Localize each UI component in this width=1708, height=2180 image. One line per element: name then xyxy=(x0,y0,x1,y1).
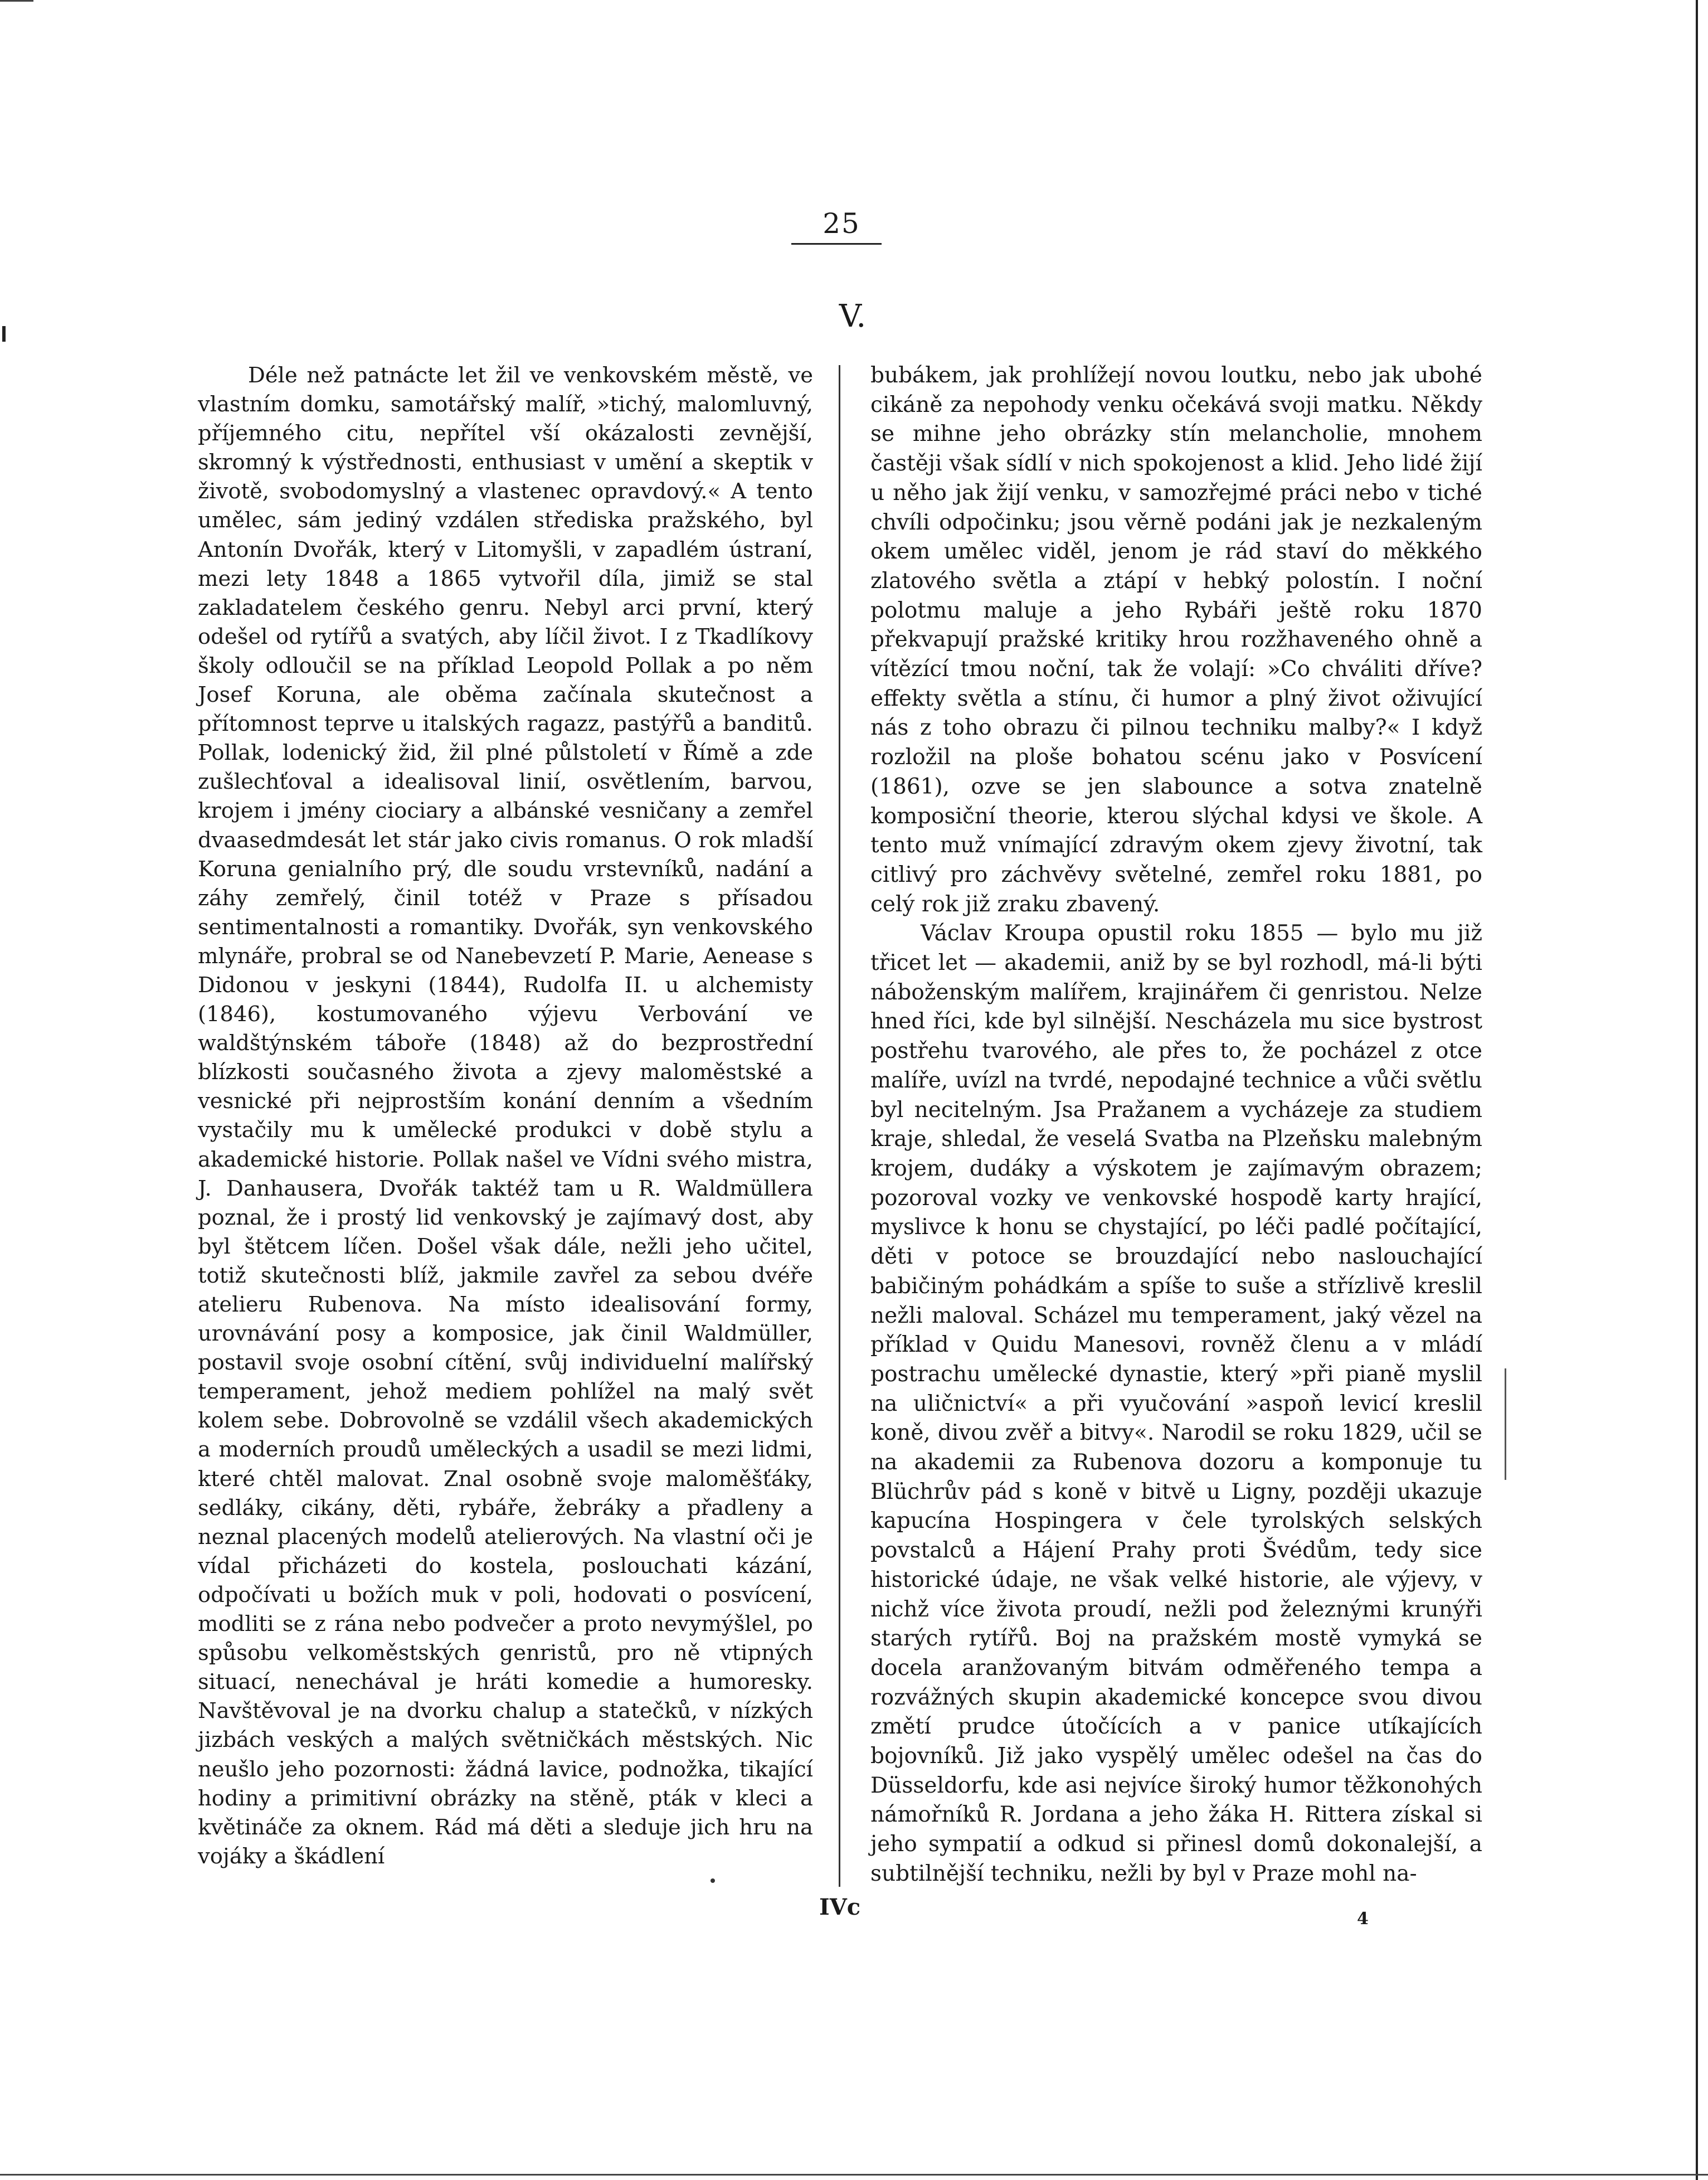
scan-edge-bottom xyxy=(0,2174,1708,2176)
scan-edge-top xyxy=(0,0,33,2)
page-number-rule xyxy=(791,243,882,245)
chapter-heading: V. xyxy=(839,298,867,334)
page-number: 25 xyxy=(823,207,860,240)
left-paragraph-1: Déle než patnácte let žil ve venkovském městě, ve vlastním domku, samotářský malíř, »tichý, malomluvný, příjemného citu, nepřítel vší okázalosti zevnější, skromný k výstřednosti, enthusiast v umění a skeptik v životě, svobodomyslný a vlastenec opravdový.« A tento umělec, sám jediný vzdálen střediska pražského, byl Antonín Dvořák, který v Litomyšli, v zapadlém ústraní, mezi lety 1848 a 1865 vytvořil díla, jimiž se stal zakladatelem českého genru. Nebyl arci první, který odešel od rytířů a svatých, aby líčil život. I z Tkadlíkovy školy odloučil se na příklad Leopold Pollak a po něm Josef Koruna, ale oběma začínala skutečnost a přítomnost teprve u italských ragazz, pastýřů a banditů. Pollak, lodenický žid, žil plné půlstoletí v Římě a zde zušlechťoval a idealisoval linií, osvětlením, barvou, krojem i jmény ciociary a albánské vesničany a zemřel dvaasedmdesát let stár jako civis romanus. O rok mladší Koruna genialního prý, dle soudu vrstevníků, nadání a záhy zemřelý, činil totéž v Praze s přísadou sentimentalnosti a romantiky. Dvořák, syn venkovského mlynáře, probral se od Nanebevzetí P. Marie, Aenease s Didonou v jeskyni (1844), Rudolfa II. u alchemisty (1846), kostumovaného výjevu Verbování ve waldštýnském táboře (1848) až do bezprostřední blízkosti současného života a zjevy maloměstské a vesnické při nejprostším konání denním a všedním vystačily mu k umělecké produkci v době stylu a akademické historie. Pollak našel ve Vídni svého mistra, J. Danhausera, Dvořák taktéž tam u R. Waldmüllera poznal, že i prostý lid venkovský je zajímavý dost, aby byl štětcem líčen. Došel však dále, nežli jeho učitel, totiž skutečnosti blíž, jakmile zavřel za sebou dvéře atelieru Rubenova. Na místo idealisování formy, urovnávání posy a komposice, jak činil Waldmüller, postavil svoje osobní cítění, svůj individuelní malířský temperament, jehož mediem pohlížel na malý svět kolem sebe. Dobrovolně se vzdálil všech akademických a moderních proudů uměleckých a usadil se mezi lidmi, které chtěl malovat. Znal osobně svoje maloměšťáky, sedláky, cikány, děti, rybáře, žebráky a přadleny a neznal placených modelů atelierových. Na vlastní oči je vídal přicházeti do kostela, poslouchati kázání, odpočívati u božích muk v poli, hodovati o posvícení, modliti se z rána nebo podvečer a proto nevymýšlel, po spůsobu velkoměstských genristů, pro ně vtipných situací, nenechával je hráti komedie a humoresky. Navštěvoval je na dvorku chalup a statečků, v nízkých jizbách veských a malých světničkách městských. Nic neušlo jeho pozornosti: žádná lavice, podnožka, tikající hodiny a primitivní obrázky na stěně, pták v kleci a květináče za oknem. Rád má děti a sleduje jich hru na vojáky a škádlení xyxy=(198,363,813,1869)
column-divider xyxy=(839,365,840,1887)
right-column xyxy=(870,361,1482,1888)
signature-mark: IVc xyxy=(819,1894,861,1920)
left-column xyxy=(198,361,813,1888)
right-paragraph-1: bubákem, jak prohlížejí novou loutku, nebo jak ubohé cikáně za nepohody venku očekává svoji matku. Někdy se mihne jeho obrázky stín melancholie, mnohem častěji však sídlí v nich spokojenost a klid. Jeho lidé žijí u něho jak žijí venku, v samozřejmé práci nebo v tiché chvíli odpočinku; jsou věrně podáni jak je nezkaleným okem umělec viděl, jenom je rád staví do měkkého zlatového světla a ztápí v hebký polostín. I noční polotmu maluje a jeho Rybáři ještě roku 1870 překvapují pražské kritiky hrou rozžhaveného ohně a vítězící tmou noční, tak že volají: »Co chváliti dříve? effekty světla a stínu, či humor a plný život oživující nás z toho obrazu či pilnou techniku malby?« I když rozložil na ploše bohatou scénu jako v Posvícení (1861), ozve se jen slabounce a sotva znatelně komposiční theorie, kterou slýchal kdysi ve škole. A tento muž vnímající zdravým okem zjevy životní, tak citlivý pro záchvěvy světelné, zemřel roku 1881, po celý rok již zraku zbavený. xyxy=(870,363,1482,917)
sheet-number: 4 xyxy=(1357,1909,1369,1929)
print-dot xyxy=(711,1878,715,1883)
scan-edge-right xyxy=(1696,0,1698,2180)
margin-annotation-line xyxy=(1505,1368,1506,1480)
margin-mark xyxy=(2,326,6,342)
right-paragraph-2: Václav Kroupa opustil roku 1855 — bylo mu již třicet let — akademii, aniž by se byl rozhodl, má-li býti náboženským malířem, krajinářem či genristou. Nelze hned říci, kde byl silnější. Nescházela mu sice bystrost postřehu tvarového, ale přes to, že pocházel z otce malíře, uvízl na tvrdé, nepodajné technice a vůči světlu byl necitelným. Jsa Pražanem a vycházeje za studiem kraje, shledal, že veselá Svatba na Plzeňsku malebným krojem, dudáky a výskotem je zajímavým obrazem; pozoroval vozky ve venkovské hospodě karty hrající, myslivce k honu se chystající, po léči padlé počítající, děti v potoce se brouzdající nebo naslouchající babičiným pohádkám a spíše to suše a střízlivě kreslil nežli maloval. Scházel mu temperament, jaký vězel na příklad v Quidu Manesovi, rovněž členu a v mládí postrachu umělecké dynastie, který »při pianě myslil na uličnictví« a při vyučování »aspoň levicí kreslil koně, divou zvěř a bitvy«. Narodil se roku 1829, učil se na akademii za Rubenova dozoru a komponuje tu Blüchrův pád s koně v bitvě u Ligny, později ukazuje kapucína Hospingera v čele tyrolských selských povstalců a Hájení Prahy proti Švédům, tedy sice historické údaje, ne však velké historie, ale výjevy, v nichž více života proudí, nežli pod železnými krunýři starých rytířů. Boj na pražském mostě vymyká se docela aranžovaným bitvám odměřeného tempa a rozvážných skupin akademické koncepce svou divou změtí prudce útočících a v panice utíkajících bojovníků. Již jako vyspělý umělec odešel na čas do Düsseldorfu, kde asi nejvíce široký humor těžkonohých námořníků R. Jordana a jeho žáka H. Rittera získal si jeho sympatií a odkud si přinesl domů dokonalejší, a subtilnější techniku, nežli by byl v Praze mohl na- xyxy=(870,921,1482,1886)
